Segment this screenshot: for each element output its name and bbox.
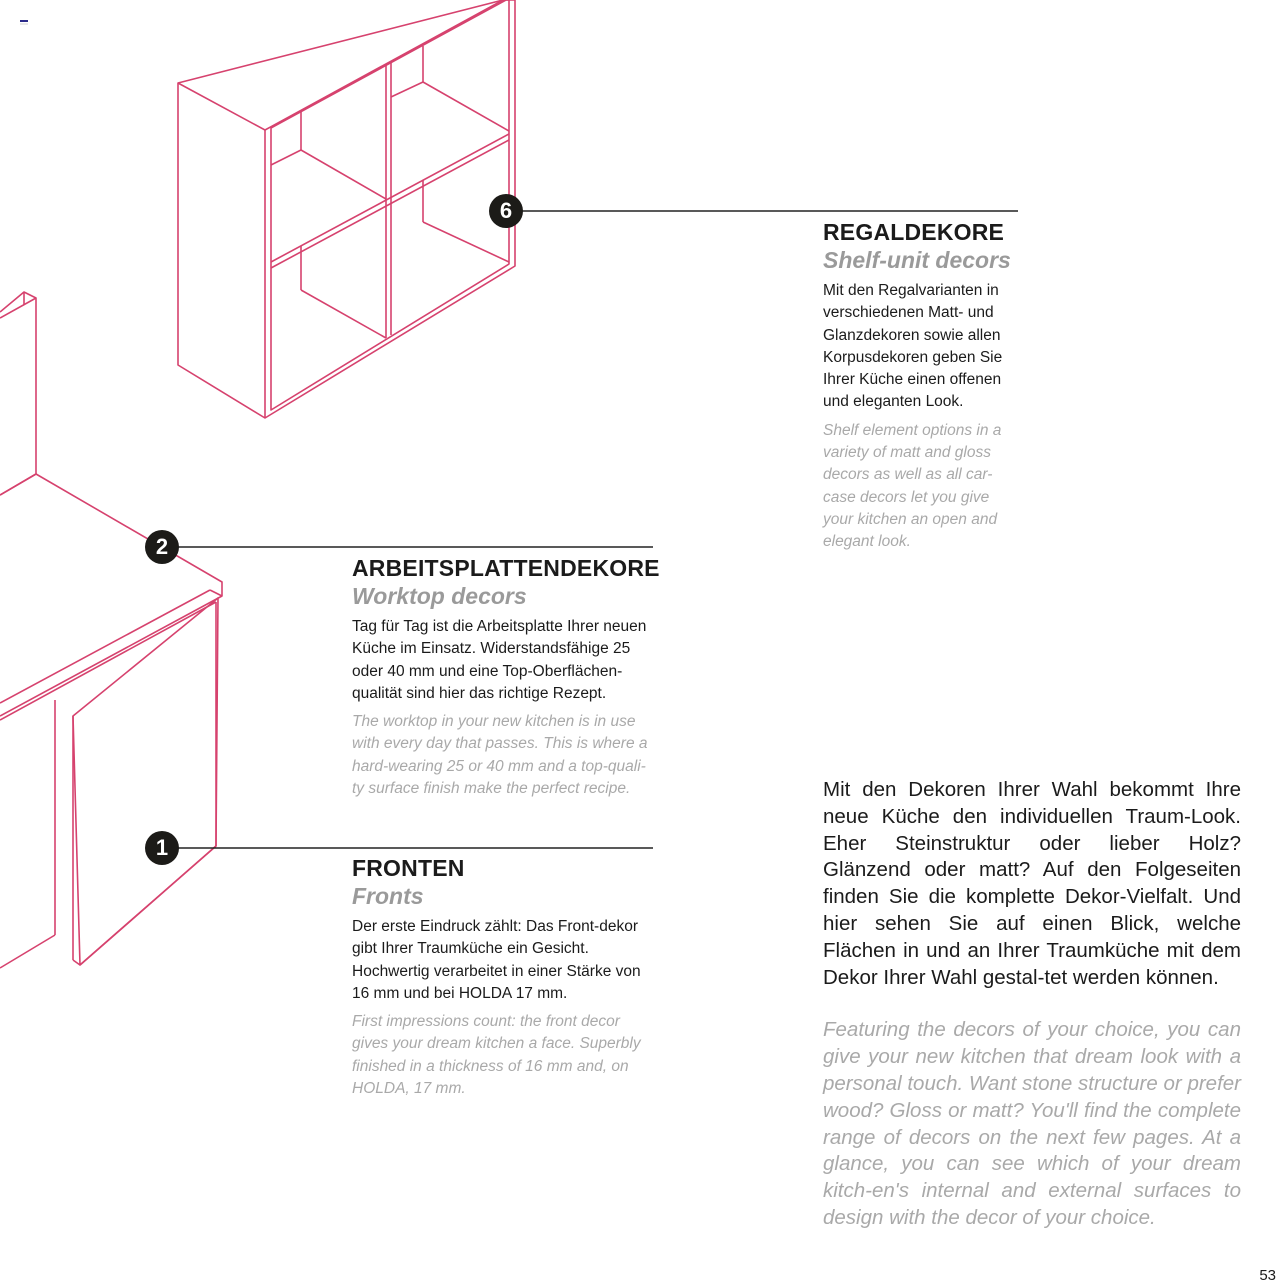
section-title-en: Shelf-unit decors	[823, 247, 1011, 273]
section-worktop-decors	[352, 554, 660, 800]
callout-badge-1: 1	[145, 831, 179, 865]
section-text-de: Tag für Tag ist die Arbeitsplatte Ihrer neuen Küche im Einsatz. Widerstandsfähige 25 oder 40 mm und eine Top-Oberflächen-qualität sind hier das richtige Rezept.	[352, 618, 647, 702]
callout-badge-6: 6	[489, 194, 523, 228]
callout-badge-2: 2	[145, 530, 179, 564]
section-text-en: The worktop in your new kitchen is in use with every day that passes. This is where a hard-wearing 25 or 40 mm and a top-quali-ty surface finish make the perfect recipe.	[352, 713, 648, 798]
intro-text-de: Mit den Dekoren Ihrer Wahl bekommt Ihre neue Küche den individuellen Traum-Look. Eher Steinstruktur oder lieber Holz? Glänzend oder matt? Auf den Folgeseiten finden Sie die komplette Dekor-Vielfalt. Und hier sehen Sie auf einen Blick, welche Flächen in und an Ihrer Traumküche mit dem Dekor Ihrer Wahl gestal-tet werden können.	[823, 778, 1241, 989]
section-text-en: Shelf element options in a variety of matt and gloss decors as well as all car-case decors let you give your kitchen an open and elegant look.	[823, 421, 1002, 551]
base-cabinet-outline	[0, 474, 222, 968]
intro-text-en: Featuring the decors of your choice, you can give your new kitchen that dream look with a personal touch. Want stone structure or prefer wood? Gloss or matt? You'll find the complete range of decors on the next few pages. At a glance, you can see which of your dream kitch-en's internal and external surfaces to design with the decor of your choice.	[823, 1018, 1241, 1229]
section-text-de: Der erste Eindruck zählt: Das Front-dekor gibt Ihrer Traumküche ein Gesicht. Hochwertig verarbeitet in einer Stärke von 16 mm und bei HOLDA 17 mm.	[352, 918, 641, 1002]
section-text-de: Mit den Regalvarianten in verschiedenen Matt- und Glanzdekoren sowie allen Korpusdekoren geben Sie Ihrer Küche einen offenen und eleganten Look.	[823, 282, 1003, 411]
section-title-en: Worktop decors	[352, 583, 527, 609]
intro-text-block	[823, 777, 1241, 1232]
tall-unit-outline	[0, 292, 36, 495]
section-shelf-decors	[823, 218, 1013, 554]
section-title-de: REGALDEKORE	[823, 219, 1005, 245]
section-title-en: Fronts	[352, 883, 424, 909]
section-fronts	[352, 854, 648, 1100]
section-title-de: FRONTEN	[352, 855, 465, 881]
shelf-unit-outline	[178, 0, 515, 418]
section-text-en: First impressions count: the front decor gives your dream kitchen a face. Superbly finished in a thickness of 16 mm and, on HOLDA, 17 mm.	[352, 1013, 641, 1098]
section-title-de: ARBEITSPLATTENDEKORE	[352, 555, 660, 581]
page-number: 53	[1259, 1267, 1276, 1284]
